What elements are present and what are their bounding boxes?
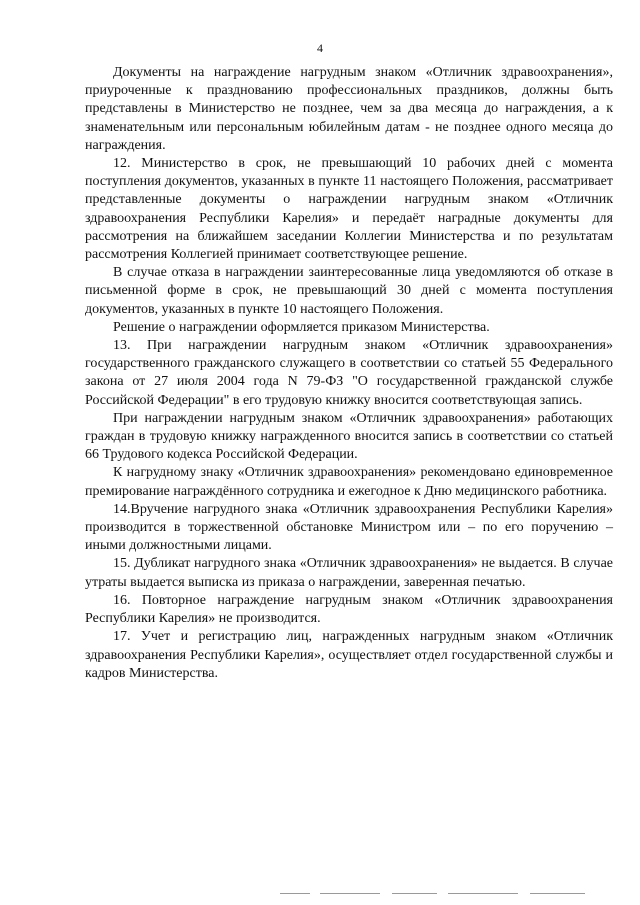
paragraph-14-presentation: 14.Вручение нагрудного знака «Отличник здравоохранения Республики Карелия» производится в торжественной обстановке Министром или – по его поручению – иными должностными лицами. [85,501,613,554]
paragraph-refusal-notification: В случае отказа в награждении заинтересованные лица уведомляются об отказе в письменной форме в срок, не превышающий 30 дней с момента поступления документов, указанных в пункте 10 настоящего Положения. [85,265,613,317]
paragraph-17-registration: 17. Учет и регистрацию лиц, награжденных нагрудным знаком «Отличник здравоохранения Республики Карелия», осуществляет отдел государственной службы и кадров Министерства. [85,629,613,681]
paragraph-award-documents-deadline: Документы на награждение нагрудным знаком «Отличник здравоохранения», приуроченные к празднованию профессиональных праздников, должны быть представлены в Министерство не позднее, чем за два месяца до награждения, а к знаменательным или персональным юбилейным датам - не позднее одного месяца до награждения. [85,65,613,153]
footer-scan-lines [280,893,620,896]
paragraph-13-civil-servant-record: 13. При награждении нагрудным знаком «Отличник здравоохранения» государственного гражданского служащего в соответствии со статьей 55 Федерального закона от 27 июля 2004 года N 79-ФЗ "О государственной гражданской службе Российской Федерации" в его трудовую книжку вносится соответствующая запись. [85,338,613,408]
paragraph-16-repeat-award: 16. Повторное награждение нагрудным знаком «Отличник здравоохранения Республики Карелия» не производится. [85,592,613,627]
paragraph-15-duplicate: 15. Дубликат нагрудного знака «Отличник здравоохранения» не выдается. В случае утраты выдается выписка из приказа о награждении, заверенная печатью. [85,556,613,590]
paragraph-workers-record: При награждении нагрудным знаком «Отличник здравоохранения» работающих граждан в трудовую книжку награжденного вносится запись в соответствии со статьей 66 Трудового кодекса Российской Федерации. [85,410,613,463]
document-body [85,64,613,683]
page-number: 4 [317,41,323,55]
paragraph-12-ministry-review: 12. Министерство в срок, не превышающий 10 рабочих дней с момента поступления документов, указанных в пункте 11 настоящего Положения, рассматривает представленные документы о награждении нагрудным знаком «Отличник здравоохранения Республики Карелия» и передаёт наградные документы для рассмотрения на ближайшем заседании Коллегии Министерства и по результатам рассмотрения Коллегией принимает соответствующее решение. [85,156,613,263]
paragraph-award-order: Решение о награждении оформляется приказом Министерства. [113,319,490,335]
paragraph-bonus-recommendation: К нагрудному знаку «Отличник здравоохранения» рекомендовано единовременное премирование награждённого сотрудника и ежегодное к Дню медицинского работника. [85,465,613,499]
